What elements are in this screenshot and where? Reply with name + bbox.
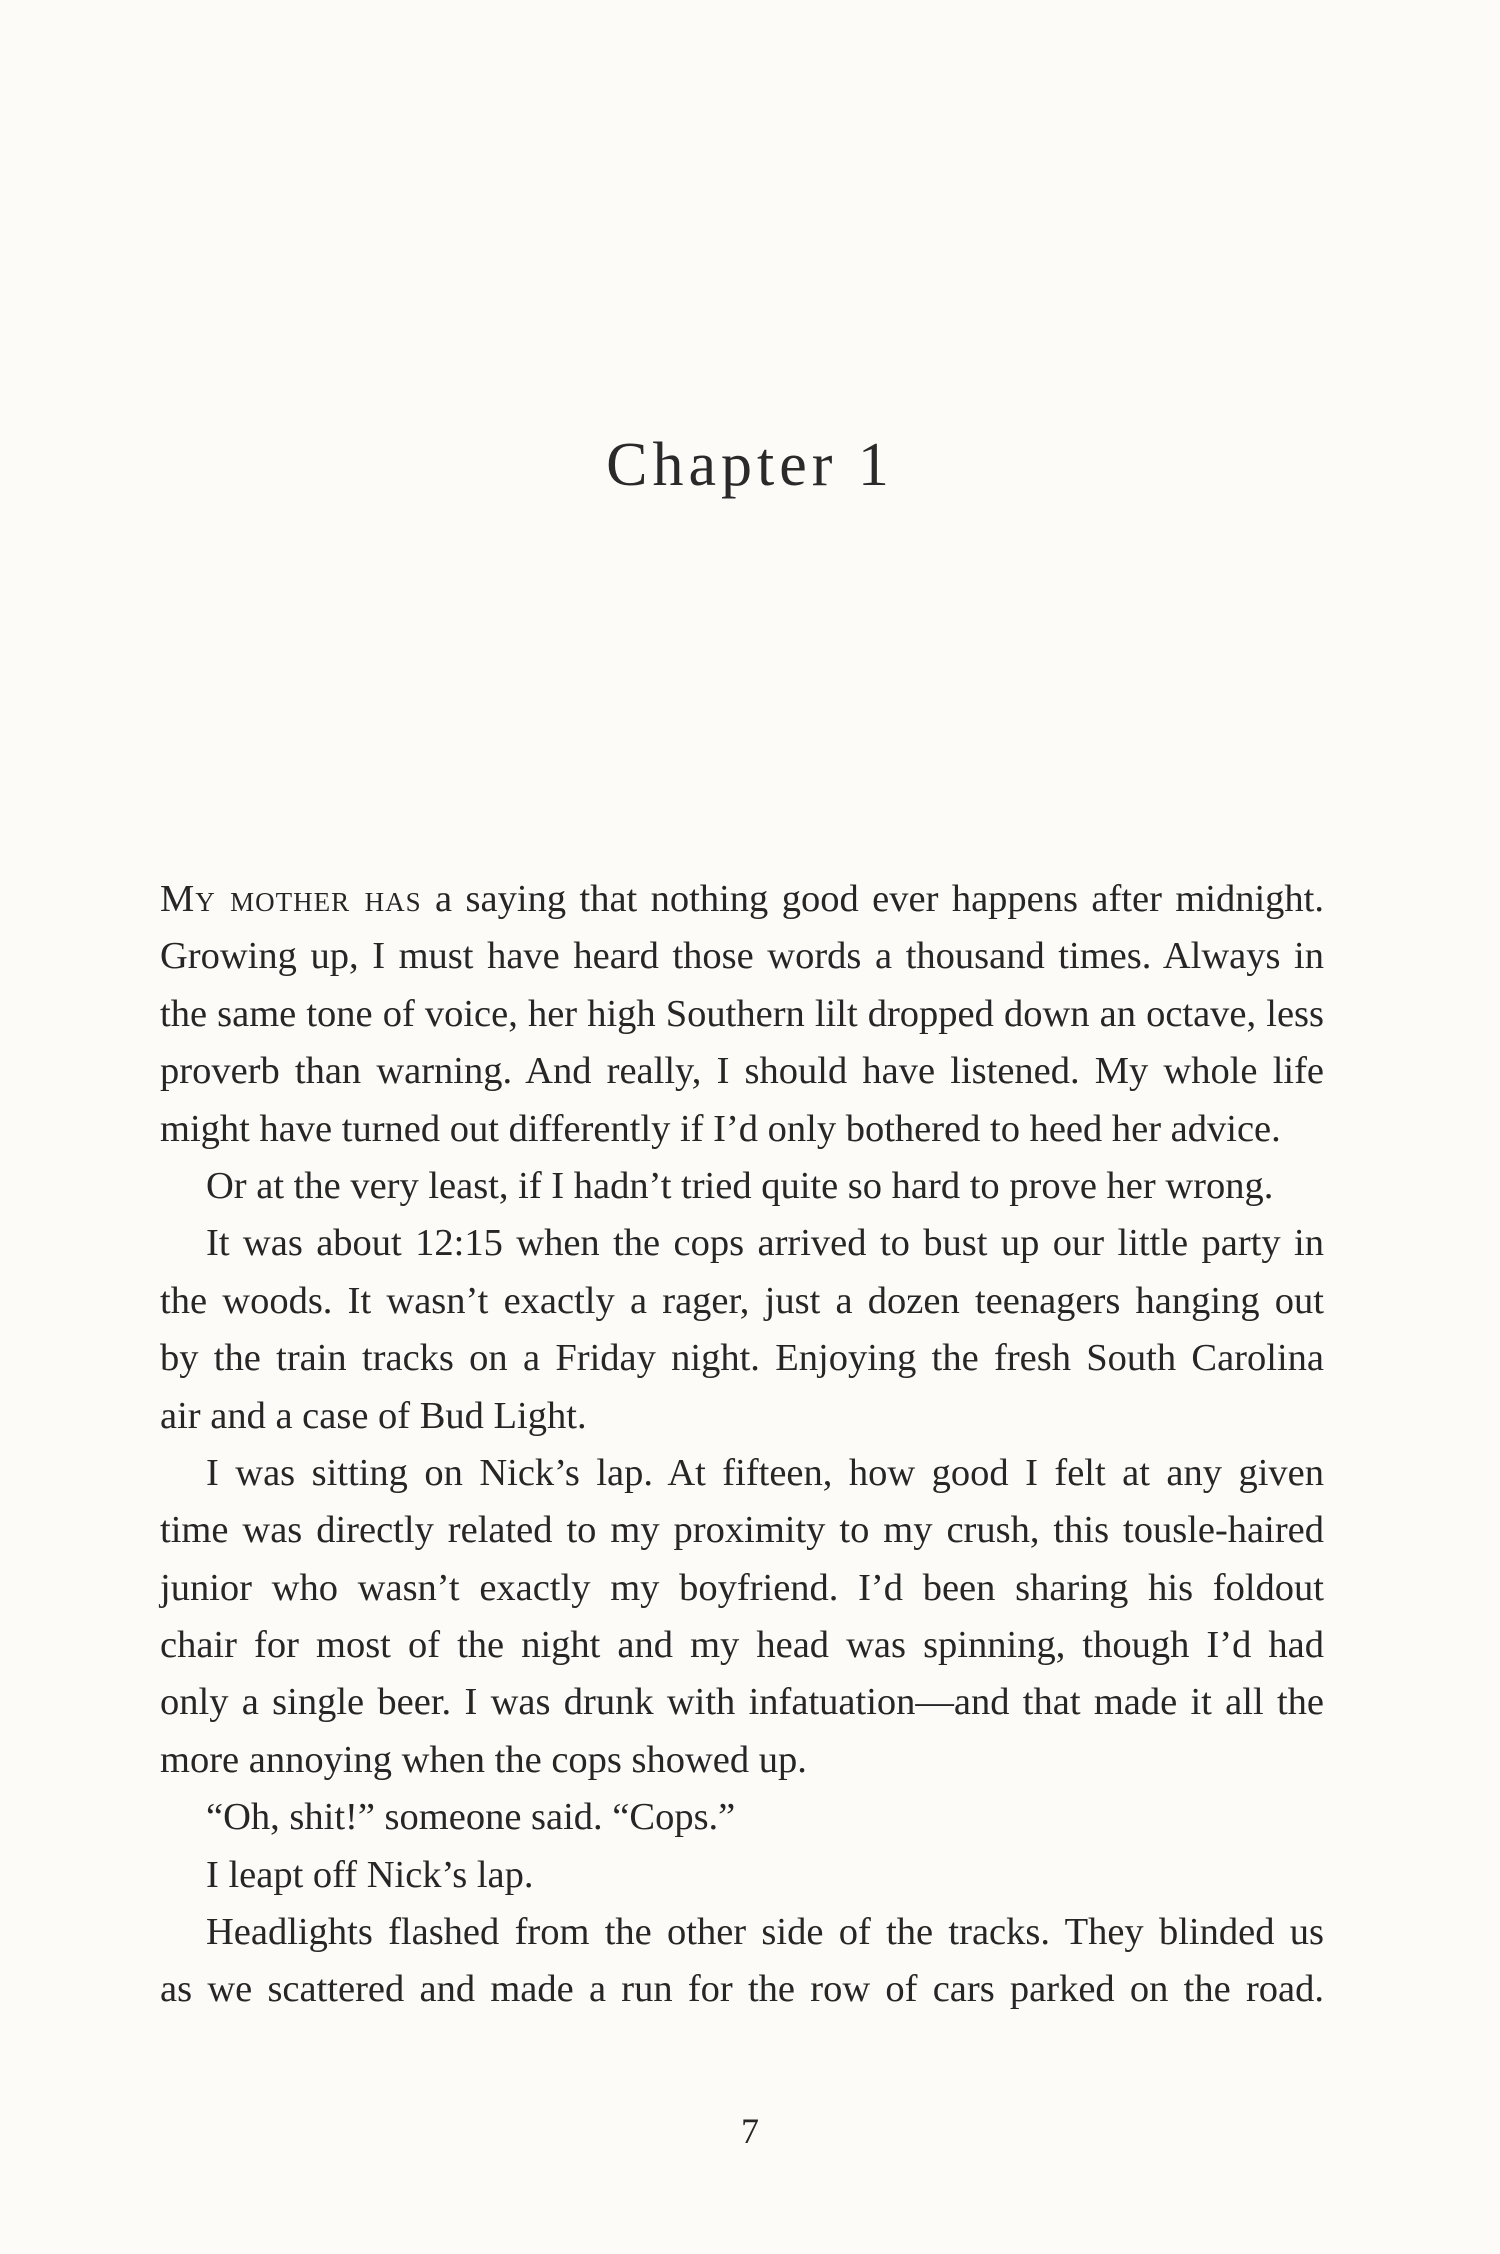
text-line-1 (160, 871, 1324, 928)
text-line-13: junior who wasn’t exactly my boyfriend. I’d been sharing his foldout (160, 1566, 1324, 1609)
text-line-2: Growing up, I must have heard those words a thousand times. Always in (160, 935, 1324, 978)
text-line-8: the woods. It wasn’t exactly a rager, just a dozen teenagers hanging out (160, 1279, 1324, 1322)
text-line-7: It was about 12:15 when the cops arrived to bust up our little party in (206, 1222, 1324, 1265)
text-line-12: time was directly related to my proximity to my crush, this tousle-haired (160, 1509, 1324, 1552)
opening-small-caps: My mother has (160, 878, 422, 920)
text-line-11: I was sitting on Nick’s lap. At fifteen, how good I felt at any given (206, 1451, 1324, 1494)
text-line-9: by the train tracks on a Friday night. Enjoying the fresh South Carolina (160, 1337, 1324, 1380)
text-line-18: I leapt off Nick’s lap. (206, 1853, 534, 1896)
text-line-14: chair for most of the night and my head was spinning, though I’d had (160, 1624, 1324, 1667)
text-line-15: only a single beer. I was drunk with infatuation—and that made it all the (160, 1681, 1324, 1724)
chapter-body (160, 871, 1324, 2019)
text-line-3: the same tone of voice, her high Southern lilt dropped down an octave, less (160, 992, 1324, 1035)
text-line-5: might have turned out differently if I’d only bothered to heed her advice. (160, 1107, 1281, 1150)
text-line-6: Or at the very least, if I hadn’t tried quite so hard to prove her wrong. (206, 1164, 1274, 1207)
text-line-20: as we scattered and made a run for the row of cars parked on the road. (160, 1968, 1324, 2011)
text-line-19: Headlights flashed from the other side of the tracks. They blinded us (206, 1911, 1324, 1954)
text-line-17: “Oh, shit!” someone said. “Cops.” (206, 1796, 736, 1839)
text-line-4: proverb than warning. And really, I should have listened. My whole life (160, 1050, 1324, 1093)
text-line-16: more annoying when the cops showed up. (160, 1738, 807, 1781)
opening-rest: a saying that nothing good ever happens after midnight. (421, 878, 1325, 920)
text-line-10: air and a case of Bud Light. (160, 1394, 587, 1437)
chapter-title: Chapter 1 (606, 431, 894, 499)
page-number: 7 (741, 2111, 759, 2151)
